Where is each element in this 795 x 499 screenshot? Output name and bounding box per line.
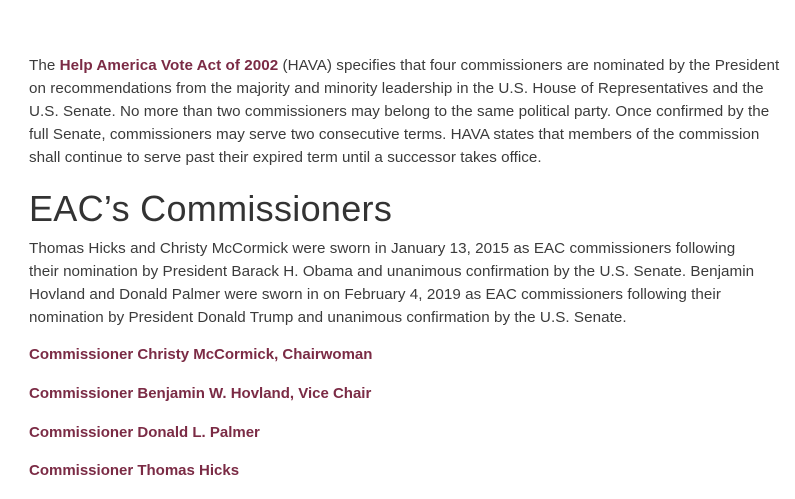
intro-prefix: The <box>29 57 60 74</box>
commissioner-link-hovland[interactable]: Commissioner Benjamin W. Hovland, Vice Chair <box>29 385 372 402</box>
main-content <box>29 54 785 479</box>
intro-suffix: (HAVA) specifies that four commissioners are nominated by the President on recommendations from the majority and minority leadership in the U.S. House of Representatives and the U.S. Senate. No more than two commissioners may belong to the same political party. Once confirmed by the full Senate, commissioners may serve two consecutive terms. HAVA states that members of the commission shall continue to serve past their expired term until a successor takes office. <box>29 57 780 166</box>
commissioner-link-hicks[interactable]: Commissioner Thomas Hicks <box>29 462 240 479</box>
commissioner-link-palmer[interactable]: Commissioner Donald L. Palmer <box>29 424 260 441</box>
section-heading: EAC’s Commissioners <box>29 188 393 229</box>
commissioners-paragraph: Thomas Hicks and Christy McCormick were sworn in January 13, 2015 as EAC commissioners following their nomination by President Barack H. Obama and unanimous confirmation by the U.S. Senate. Benjamin Hovland and Donald Palmer were sworn in on February 4, 2019 as EAC commissioners following their nomination by President Donald Trump and unanimous confirmation by the U.S. Senate. <box>29 240 755 326</box>
hava-link[interactable]: Help America Vote Act of 2002 <box>59 57 279 74</box>
commissioner-link-mccormick[interactable]: Commissioner Christy McCormick, Chairwoman <box>29 346 373 363</box>
intro-paragraph <box>29 54 785 169</box>
